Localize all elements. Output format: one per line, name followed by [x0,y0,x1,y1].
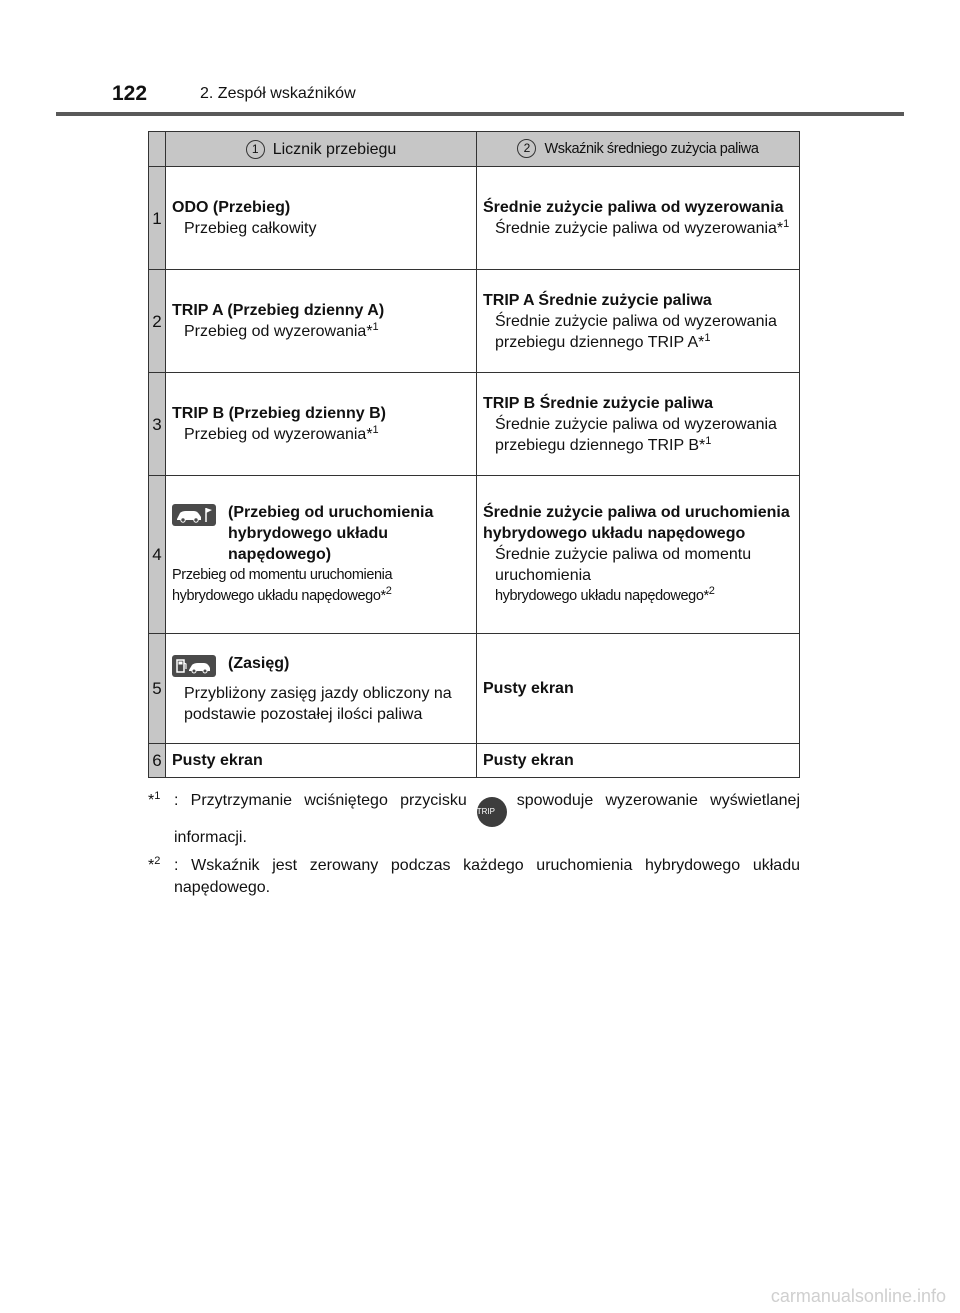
row-number: 5 [149,634,166,744]
header-rule [56,112,904,116]
footnote-ref: 2 [385,585,392,597]
item-title: TRIP A Średnie zużycie paliwa [483,291,712,309]
column-number-badge: 1 [246,140,265,159]
cell-odometer [166,270,477,373]
item-description: Średnie zużycie paliwa od momentu uruchomienia [495,546,752,584]
footnote [148,790,800,849]
cell-odometer [166,373,477,476]
footnote-text: : Wskaźnik jest zerowany podczas każdego uruchomienia hybrydowego układu napędowego. [174,857,800,896]
footnote-ref: 1 [372,321,379,333]
page-number: 122 [112,82,148,105]
header-corner-cell [149,132,166,167]
footnote-text: : Przytrzymanie wciśniętego przycisku [174,792,467,809]
fuel-range-icon [172,655,216,677]
column-title: Licznik przebiegu [272,140,397,158]
cell-fuel [477,744,800,778]
cell-odometer [166,744,477,778]
item-title: TRIP B (Przebieg dzienny B) [172,405,386,422]
row-number: 1 [149,167,166,270]
cell-odometer [166,476,477,634]
footnote-mark: *$^2$ [148,855,161,874]
item-description: Przebieg od wyzerowania*$^1$ [184,424,379,443]
table-row [149,634,800,744]
column-header-2 [477,132,800,167]
cell-fuel [477,373,800,476]
item-title: (Zasięg) [228,654,290,672]
table-header-row [149,132,800,167]
item-title: Pusty ekran [172,752,263,769]
table-row [149,270,800,373]
item-description: Średnie zużycie paliwa od wyzerowania przebiegu dziennego TRIP B*$^1$ [495,415,777,454]
footnote-ref: 1 [372,424,379,436]
item-description: Średnie zużycie paliwa od wyzerowania*$^1$ [495,218,790,237]
table-row [149,476,800,634]
column-header-1 [166,132,477,167]
footnotes [148,790,800,905]
item-title: TRIP B Średnie zużycie paliwa [483,394,713,412]
footnote-ref: 2 [708,585,715,597]
footnote-ref: 1 [783,218,790,230]
table-row [149,744,800,778]
footnote-text-cont: spowoduje wyzerowanie wyświetlanej informacji. [174,792,800,846]
table-row [149,167,800,270]
item-title: Pusty ekran [483,680,574,697]
footnote-ref: 1 [705,434,712,447]
item-description: Przebieg od momentu uruchomienia hybrydowego układu napędowego*$^2$ [172,567,393,604]
item-title: (Przebieg od uruchomienia hybrydowego układu napędowego) [228,504,434,563]
watermark: carmanualsonline.info [770,1286,946,1306]
trip-button-icon: TRIP [477,797,507,827]
cell-odometer [166,634,477,744]
car-flag-icon [172,504,216,526]
footnote-mark: *$^1$ [148,790,161,809]
row-number: 4 [149,476,166,634]
cell-fuel [477,476,800,634]
item-description: Średnie zużycie paliwa od wyzerowania przebiegu dziennego TRIP A*$^1$ [495,312,777,351]
item-title: Średnie zużycie paliwa od uruchomienia hybrydowego układu napędowego [483,504,790,542]
footnote-ref: 1 [704,331,711,344]
column-title: Wskaźnik średniego zużycia paliwa [544,141,759,157]
odometer-table [148,131,800,778]
cell-odometer [166,167,477,270]
column-number-badge: 2 [517,139,536,158]
section-title: 2. Zespół wskaźników [200,85,356,102]
item-description: Przebieg całkowity [184,220,317,237]
row-number: 3 [149,373,166,476]
cell-fuel [477,270,800,373]
item-title: TRIP A (Przebieg dzienny A) [172,302,385,319]
row-number: 2 [149,270,166,373]
table-row [149,373,800,476]
item-title: Średnie zużycie paliwa od wyzerowania [483,199,784,216]
footnote [148,855,800,899]
item-title: Pusty ekran [483,752,574,769]
item-title: ODO (Przebieg) [172,199,291,216]
item-description: Przybliżony zasięg jazdy obliczony na podstawie pozostałej ilości paliwa [184,684,452,723]
row-number: 6 [149,744,166,778]
item-description: Przebieg od wyzerowania*$^1$ [184,321,379,340]
item-description-cont: hybrydowego układu napędowego*$^2$ [495,585,715,604]
cell-fuel [477,167,800,270]
cell-fuel [477,634,800,744]
